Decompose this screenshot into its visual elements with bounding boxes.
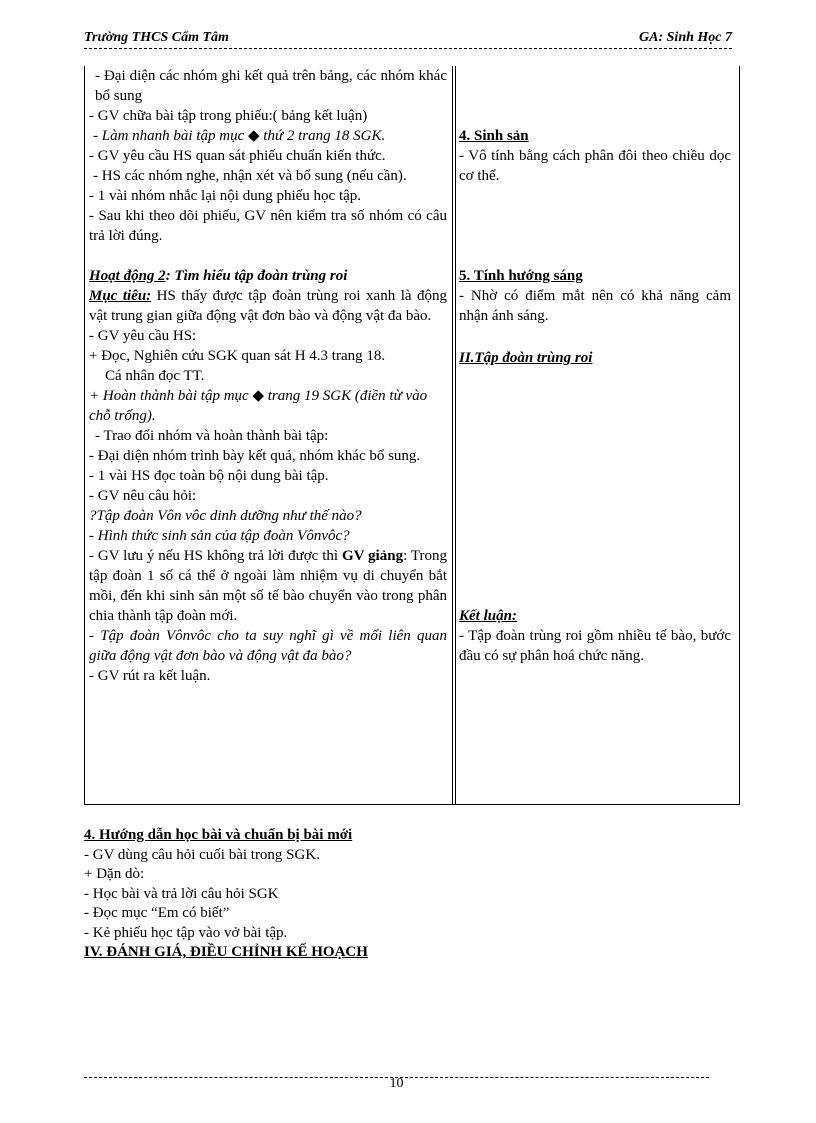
activity-2-title: Hoạt động 2 xyxy=(89,268,166,284)
homework-title: 4. Hướng dẫn học bài và chuẩn bị bài mới xyxy=(84,827,353,843)
section-5-text: - Nhờ có điểm mắt nên có khả năng cảm nhận ánh sáng. xyxy=(459,288,731,324)
evaluation-title: IV. ĐÁNH GIÁ, ĐIỀU CHỈNH KẾ HOẠCH xyxy=(84,944,368,960)
teacher-student-activities xyxy=(89,66,447,686)
homework-line: - Đọc mục “Em có biết” xyxy=(84,905,230,921)
section-5-title: 5. Tính hướng sáng xyxy=(459,268,583,284)
activity-2-heading: Hoạt động 2: Tìm hiểu tập đoàn trùng roi xyxy=(89,268,348,284)
activity-line: Cá nhân đọc TT. xyxy=(105,368,205,384)
page-number: 10 xyxy=(389,1076,404,1091)
activity-line: + Hoàn thành bài tập mục ◆ trang 19 SGK (điền từ vào chỗ trống). xyxy=(89,388,428,424)
section-ii-title: II.Tập đoàn trùng roi xyxy=(459,350,593,366)
conclusion-title: Kết luận: xyxy=(459,608,517,624)
activity-line: - GV yêu cầu HS quan sát phiếu chuẩn kiến thức. xyxy=(89,148,386,164)
conclusion-block xyxy=(459,606,731,666)
activity-line: - Đại diện nhóm trình bày kết quả, nhóm khác bổ sung. xyxy=(89,448,421,464)
activity-line: - 1 vài HS đọc toàn bộ nội dung bài tập. xyxy=(89,468,329,484)
section-4-text: - Vô tính bằng cách phân đôi theo chiều dọc cơ thể. xyxy=(459,148,731,184)
section-5-block xyxy=(459,266,731,326)
activity-line: - GV nêu câu hỏi: xyxy=(89,488,197,504)
conclusion-text: - Tập đoàn trùng roi gồm nhiều tế bào, bước đầu có sự phân hoá chức năng. xyxy=(459,628,731,664)
homework-line: - GV dùng câu hỏi cuối bài trong SGK. xyxy=(84,846,320,863)
activity-line: - Đại diện các nhóm ghi kết quả trên bảng, các nhóm khác bổ sung xyxy=(95,68,447,104)
section-4-title: 4. Sinh sản xyxy=(459,128,529,144)
activity-line: - HS các nhóm nghe, nhận xét và bổ sung (nếu cần). xyxy=(93,168,407,184)
column-divider xyxy=(452,66,453,804)
section-ii-block xyxy=(459,348,731,368)
homework-line: + Dặn dò: xyxy=(84,866,145,882)
activity-line: - Làm nhanh bài tập mục ◆ thứ 2 trang 18 SGK. xyxy=(93,128,386,144)
question-line: - Tập đoàn Vônvôc cho ta suy nghĩ gì về mối liên quan giữa động vật đơn bào và động vật đa bào? xyxy=(89,628,447,664)
goal-label: Mục tiêu: xyxy=(89,288,152,304)
activity-line: - GV rút ra kết luận. xyxy=(89,668,211,684)
subject-label: GA: Sinh Học 7 xyxy=(639,30,732,45)
activity-line: - GV yêu cầu HS: xyxy=(89,328,197,344)
activity-line: - Sau khi theo dõi phiếu, GV nên kiểm tra số nhóm có câu trả lời đúng. xyxy=(89,208,447,244)
page-header xyxy=(84,30,732,49)
activity-line: - 1 vài nhóm nhắc lại nội dung phiếu học tập. xyxy=(89,188,362,204)
activity-line: - Trao đổi nhóm và hoàn thành bài tập: xyxy=(95,428,329,444)
activity-line: + Đọc, Nghiên cứu SGK quan sát H 4.3 trang 18. xyxy=(89,348,386,364)
activity-line: - GV chữa bài tập trong phiếu:( bảng kết luận) xyxy=(89,108,368,124)
homework-line: - Học bài và trả lời câu hỏi SGK xyxy=(84,885,279,902)
lesson-table xyxy=(84,66,740,805)
section-4-block xyxy=(459,126,731,186)
activity-goal: Mục tiêu: HS thấy được tập đoàn trùng roi xanh là động vật trung gian giữa động vật đơn bào và động vật đa bào. xyxy=(89,288,447,324)
question-line: ?Tập đoàn Vôn vôc dinh dưỡng như thế nào? xyxy=(89,508,362,524)
homework-line: - Kẻ phiếu học tập vào vở bài tập. xyxy=(84,924,288,941)
question-line: - Hình thức sinh sản của tập đoàn Vônvôc? xyxy=(89,528,350,544)
column-divider-2 xyxy=(455,66,456,804)
homework-section xyxy=(84,826,744,963)
page-footer xyxy=(84,1077,709,1094)
school-name: Trường THCS Cẩm Tâm xyxy=(84,30,229,45)
activity-line: - GV lưu ý nếu HS không trả lời được thì GV giảng: Trong tập đoàn 1 số cá thể ở ngoài làm nhiệm vụ di chuyển bắt mồi, đến khi sinh sản một số tế bào chuyển vào trong phân chia thành tập đoàn mới. xyxy=(89,548,447,624)
